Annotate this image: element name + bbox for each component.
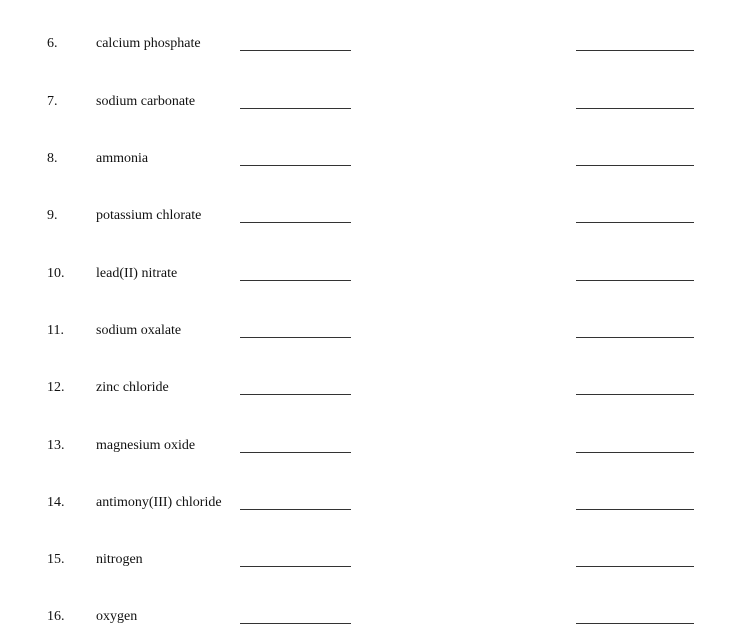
question-row <box>0 322 737 342</box>
answer-blank-2[interactable] <box>576 509 694 510</box>
question-row <box>0 494 737 514</box>
compound-name: calcium phosphate <box>96 36 201 51</box>
compound-name: sodium oxalate <box>96 323 182 338</box>
answer-blank-2[interactable] <box>576 394 694 395</box>
question-number: 11. <box>47 323 64 338</box>
compound-name: potassium chlorate <box>96 208 202 223</box>
answer-blank-1[interactable] <box>240 623 351 624</box>
compound-name: oxygen <box>96 609 138 624</box>
answer-blank-2[interactable] <box>576 452 694 453</box>
answer-blank-1[interactable] <box>240 509 351 510</box>
answer-blank-2[interactable] <box>576 280 694 281</box>
compound-name: lead(II) nitrate <box>96 266 178 281</box>
compound-name: ammonia <box>96 151 149 166</box>
question-number: 15. <box>47 552 65 567</box>
answer-blank-1[interactable] <box>240 337 351 338</box>
question-number: 16. <box>47 609 65 624</box>
question-number: 10. <box>47 266 65 281</box>
question-row <box>0 93 737 113</box>
answer-blank-1[interactable] <box>240 280 351 281</box>
answer-blank-1[interactable] <box>240 165 351 166</box>
answer-blank-1[interactable] <box>240 394 351 395</box>
answer-blank-1[interactable] <box>240 566 351 567</box>
compound-name: zinc chloride <box>96 380 169 395</box>
question-row <box>0 551 737 571</box>
answer-blank-1[interactable] <box>240 452 351 453</box>
question-row <box>0 207 737 227</box>
answer-blank-2[interactable] <box>576 50 694 51</box>
question-number: 13. <box>47 438 65 453</box>
answer-blank-2[interactable] <box>576 165 694 166</box>
answer-blank-1[interactable] <box>240 50 351 51</box>
question-row <box>0 265 737 285</box>
question-number: 6. <box>47 36 58 51</box>
answer-blank-2[interactable] <box>576 623 694 624</box>
question-row <box>0 150 737 170</box>
question-row <box>0 437 737 457</box>
compound-name: magnesium oxide <box>96 438 196 453</box>
compound-name: nitrogen <box>96 552 143 567</box>
compound-name: antimony(III) chloride <box>96 495 222 510</box>
question-number: 14. <box>47 495 65 510</box>
question-row <box>0 35 737 55</box>
compound-name: sodium carbonate <box>96 94 196 109</box>
question-number: 9. <box>47 208 58 223</box>
question-row <box>0 379 737 399</box>
answer-blank-2[interactable] <box>576 566 694 567</box>
question-number: 7. <box>47 94 58 109</box>
answer-blank-2[interactable] <box>576 108 694 109</box>
question-number: 8. <box>47 151 58 166</box>
answer-blank-2[interactable] <box>576 337 694 338</box>
answer-blank-1[interactable] <box>240 222 351 223</box>
question-number: 12. <box>47 380 65 395</box>
answer-blank-1[interactable] <box>240 108 351 109</box>
answer-blank-2[interactable] <box>576 222 694 223</box>
question-row <box>0 608 737 628</box>
